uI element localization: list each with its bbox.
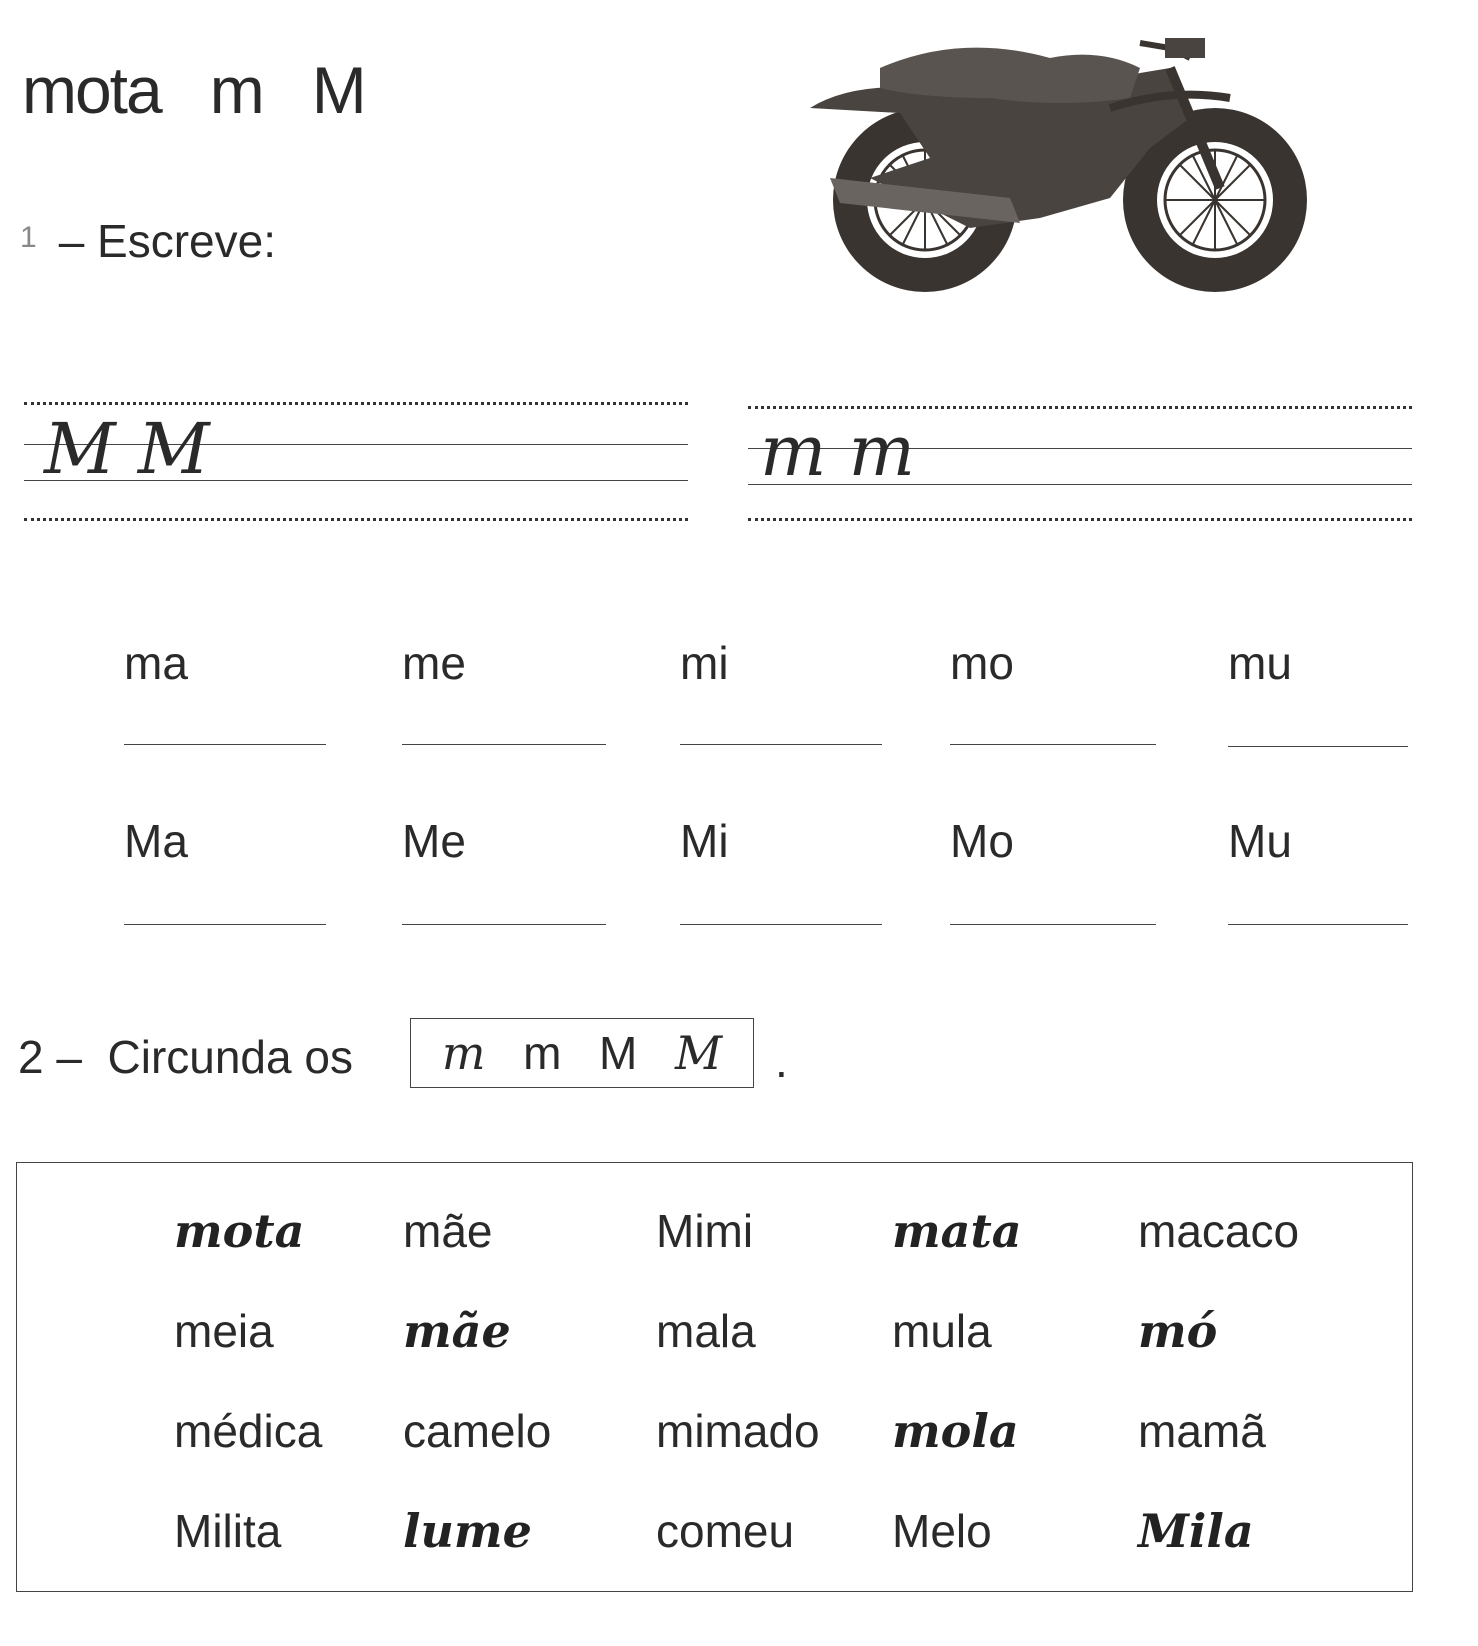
- syllable-me: me: [402, 637, 466, 689]
- word-mila[interactable]: Mila: [1138, 1504, 1254, 1558]
- page-title: mota m M: [22, 53, 365, 127]
- word-mama[interactable]: mamã: [1138, 1405, 1266, 1457]
- word-mata[interactable]: mata: [892, 1204, 1022, 1258]
- exercise-1-instruction: [20, 214, 276, 268]
- word-mola[interactable]: mola: [892, 1404, 1019, 1458]
- model-lowercase-m: m m: [760, 410, 916, 492]
- syllable-Ma: Ma: [124, 815, 188, 867]
- letter-cursive-M: M: [675, 1026, 723, 1080]
- word-mota[interactable]: mota: [174, 1204, 305, 1258]
- exercise-2-instruction: 2 – Circunda os: [18, 1031, 353, 1083]
- word-mo[interactable]: mó: [1138, 1304, 1218, 1358]
- word-milita[interactable]: Milita: [174, 1505, 282, 1557]
- syllable-Me: Me: [402, 815, 466, 867]
- word-mae[interactable]: mãe: [403, 1205, 493, 1257]
- syllable-mo: mo: [950, 637, 1014, 689]
- answer-line[interactable]: [680, 744, 882, 745]
- word-mimado[interactable]: mimado: [656, 1405, 820, 1457]
- answer-line[interactable]: [680, 924, 882, 925]
- letter-print-M: M: [599, 1027, 638, 1079]
- letter-print-m: m: [523, 1027, 562, 1079]
- exercise-1-number: 1: [20, 221, 37, 254]
- word-camelo[interactable]: camelo: [403, 1405, 552, 1457]
- end-mark: .: [775, 1035, 788, 1087]
- answer-line[interactable]: [1228, 746, 1408, 747]
- word-mae-cursive[interactable]: mãe: [403, 1304, 511, 1358]
- word-mala[interactable]: mala: [656, 1305, 756, 1357]
- answer-line[interactable]: [402, 924, 606, 925]
- word-comeu[interactable]: comeu: [656, 1505, 795, 1557]
- word-medica[interactable]: médica: [174, 1405, 323, 1457]
- answer-line[interactable]: [124, 924, 326, 925]
- syllable-mi: mi: [680, 637, 729, 689]
- answer-line[interactable]: [950, 924, 1156, 925]
- word-macaco[interactable]: macaco: [1138, 1205, 1300, 1257]
- word-mimi[interactable]: Mimi: [656, 1205, 754, 1257]
- exercise-1-label: – Escreve:: [58, 215, 276, 267]
- syllable-ma: ma: [124, 637, 188, 689]
- word-melo[interactable]: Melo: [892, 1505, 992, 1557]
- word-meia[interactable]: meia: [174, 1305, 274, 1357]
- word-mula[interactable]: mula: [892, 1305, 992, 1357]
- letter-cursive-m: m: [441, 1026, 486, 1080]
- handwriting-guide-upper: [24, 402, 688, 520]
- syllable-mu: mu: [1228, 637, 1292, 689]
- answer-line[interactable]: [950, 744, 1156, 745]
- answer-line[interactable]: [124, 744, 326, 745]
- answer-line[interactable]: [1228, 924, 1408, 925]
- model-uppercase-m: M M: [44, 408, 210, 490]
- word-lume[interactable]: lume: [403, 1504, 532, 1558]
- syllable-Mi: Mi: [680, 815, 729, 867]
- syllable-Mo: Mo: [950, 815, 1014, 867]
- syllable-Mu: Mu: [1228, 815, 1292, 867]
- motorcycle-icon: [810, 28, 1330, 308]
- letters-box: [410, 1018, 754, 1088]
- answer-line[interactable]: [402, 744, 606, 745]
- handwriting-guide-lower: [748, 406, 1412, 520]
